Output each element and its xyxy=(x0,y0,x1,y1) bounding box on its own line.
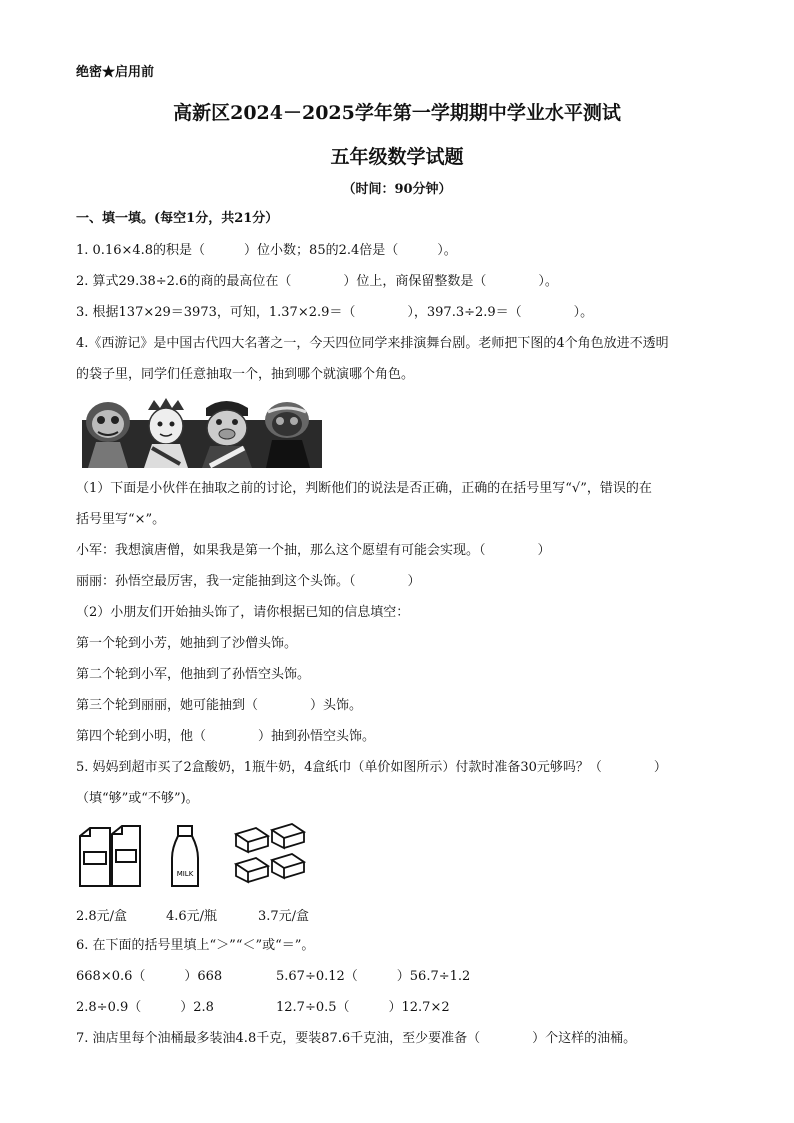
tang-seng-mask-icon xyxy=(144,398,188,468)
tissue-price: 3.7元/盒 xyxy=(258,909,310,924)
section-heading: 一、填一填。(每空1分，共21分） xyxy=(76,211,279,226)
question-2: 2. 算式29.38÷2.6的商的最高位在（ ）位上，商保留整数是（ ）。 xyxy=(76,274,558,289)
tissue-box-icon xyxy=(236,824,304,882)
yogurt-box-icon xyxy=(80,826,140,886)
question-4-round-3: 第三个轮到丽丽，她可能抽到（ ）头饰。 xyxy=(76,698,363,713)
question-5-line-1: 5. 妈妈到超市买了2盒酸奶，1瓶牛奶，4盒纸巾（单价如图所示）付款时准备30元够吗？（ ） xyxy=(76,760,667,775)
question-4-round-1: 第一个轮到小芳，她抽到了沙僧头饰。 xyxy=(76,636,298,651)
question-6-item-1: 668×0.6（ ）668 xyxy=(76,969,223,984)
question-5-line-2: （填“够”或“不够”)。 xyxy=(76,791,199,806)
question-6-item-4: 12.7÷0.5（ ）12.7×2 xyxy=(276,1000,450,1015)
question-4-xiaojun: 小军：我想演唐僧，如果我是第一个抽，那么这个愿望有可能会实现。（ ） xyxy=(76,543,551,558)
exam-title: 高新区2024－2025学年第一学期期中学业水平测试 xyxy=(173,102,621,124)
question-4-round-4: 第四个轮到小明，他（ ）抽到孙悟空头饰。 xyxy=(76,729,376,744)
question-7: 7. 油店里每个油桶最多装油4.8千克，要装87.6千克油，至少要准备（ ）个这样的油桶。 xyxy=(76,1031,637,1046)
question-4-round-2: 第二个轮到小军，他抽到了孙悟空头饰。 xyxy=(76,667,311,682)
character-masks-image xyxy=(82,396,322,468)
exam-time: （时间：90分钟） xyxy=(342,182,452,197)
question-1: 1. 0.16×4.8的积是（ ）位小数；85的2.4倍是（ ）。 xyxy=(76,243,457,258)
question-3: 3. 根据137×29＝3973，可知，1.37×2.9＝（ ），397.3÷2.9＝（ ）。 xyxy=(76,305,594,320)
question-4-part-2: （2）小朋友们开始抽头饰了，请你根据已知的信息填空： xyxy=(76,605,410,620)
zhu-bajie-mask-icon xyxy=(202,401,252,468)
confidential-label: 绝密★启用前 xyxy=(76,65,155,80)
question-4-line-2: 的袋子里，同学们任意抽取一个，抽到哪个就演哪个角色。 xyxy=(76,367,415,382)
question-6: 6. 在下面的括号里填上“＞”“＜”或“＝”。 xyxy=(76,938,315,953)
question-4-part-1-line-2: 括号里写“×”。 xyxy=(76,512,166,527)
sha-seng-mask-icon xyxy=(86,402,130,468)
milk-price: 4.6元/瓶 xyxy=(166,909,218,924)
question-4-lili: 丽丽：孙悟空最厉害，我一定能抽到这个头饰。（ ） xyxy=(76,574,421,589)
question-4-line-1: 4.《西游记》是中国古代四大名著之一，今天四位同学来排演舞台剧。老师把下图的4个角色放进不透明 xyxy=(76,336,669,351)
question-4-part-1-line-1: （1）下面是小伙伴在抽取之前的讨论，判断他们的说法是否正确，正确的在括号里写“√”，错误的在 xyxy=(76,481,652,496)
yogurt-price: 2.8元/盒 xyxy=(76,909,128,924)
shopping-items-image xyxy=(76,820,316,890)
exam-subtitle: 五年级数学试题 xyxy=(330,146,464,168)
milk-label: MILK xyxy=(176,870,194,878)
question-6-item-2: 5.67÷0.12（ ）56.7÷1.2 xyxy=(276,969,471,984)
question-6-item-3: 2.8÷0.9（ ）2.8 xyxy=(76,1000,214,1015)
